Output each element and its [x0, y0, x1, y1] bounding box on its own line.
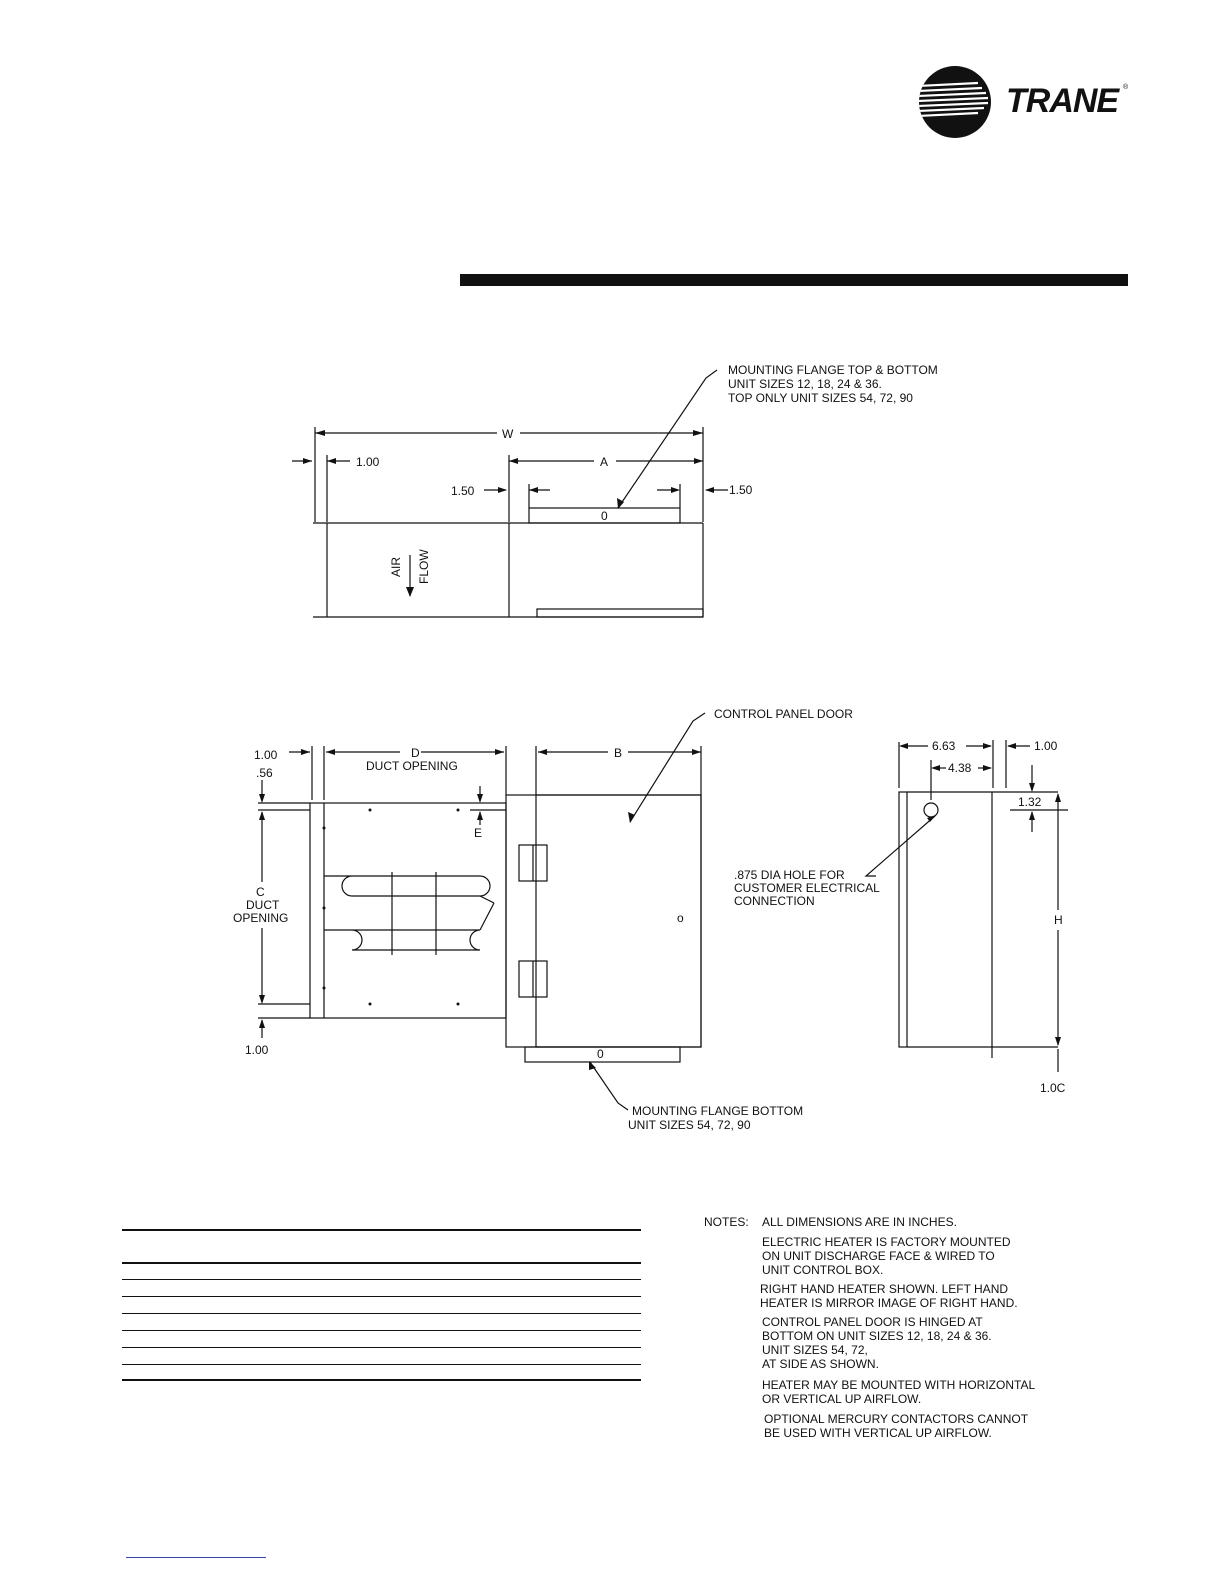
table-rule [122, 1279, 641, 1280]
control-panel-callout: CONTROL PANEL DOOR [714, 707, 853, 721]
opening-c: OPENING [233, 911, 289, 925]
registered-mark: ® [1123, 84, 1129, 91]
table-rule [122, 1379, 641, 1381]
table-rule [122, 1296, 641, 1297]
dim-a: A [600, 455, 609, 469]
dim-flange-left: 1.50 [451, 484, 475, 498]
dim-663: 6.63 [932, 739, 956, 753]
dim-c: C [256, 885, 265, 899]
door-latch-mark: o [677, 911, 684, 925]
hole-callout-line2: CUSTOMER ELECTRICAL [734, 881, 880, 895]
note-item: RIGHT HAND HEATER SHOWN. LEFT HAND HEATER IS MIRROR IMAGE OF RIGHT HAND. [760, 1282, 1018, 1310]
front-view [258, 713, 705, 1110]
bottom-flange-callout-line1: MOUNTING FLANGE BOTTOM [632, 1104, 804, 1118]
note-item: HEATER MAY BE MOUNTED WITH HORIZONTAL OR VERTICAL UP AIRFLOW. [762, 1378, 1036, 1406]
dim-flange-right: 1.50 [729, 483, 753, 497]
note-item: ALL DIMENSIONS ARE IN INCHES. [762, 1215, 957, 1229]
dim-left-offset: 1.00 [356, 455, 380, 469]
front-view-labels [233, 707, 853, 1132]
bottom-flange-callout-line2: UNIT SIZES 54, 72, 90 [628, 1118, 751, 1132]
dim-438: 4.38 [948, 761, 972, 775]
flange-callout-line3: TOP ONLY UNIT SIZES 54, 72, 90 [728, 391, 913, 405]
dim-front-left-top: 1.00 [254, 748, 278, 762]
hole-callout-line1: .875 DIA HOLE FOR [734, 868, 845, 882]
dim-side-bottom: 1.0C [1040, 1081, 1066, 1095]
flange-callout-line2: UNIT SIZES 12, 18, 24 & 36. [728, 377, 882, 391]
side-view [866, 740, 1068, 1072]
bottom-flange-mark: 0 [597, 1047, 604, 1061]
note-item: ELECTRIC HEATER IS FACTORY MOUNTED ON UNIT DISCHARGE FACE & WIRED TO UNIT CONTROL BOX. [762, 1235, 1011, 1277]
dim-132: 1.32 [1018, 795, 1042, 809]
table-rule [122, 1262, 641, 1264]
dim-front-left-bottom: 1.00 [245, 1043, 269, 1057]
table-rule [122, 1347, 641, 1348]
table-rule [122, 1313, 641, 1314]
duct-opening-d: DUCT OPENING [366, 759, 458, 773]
brand-name: TRANE [1006, 82, 1119, 120]
duct-c: DUCT [246, 898, 280, 912]
top-view-labels [356, 363, 938, 584]
flange-callout-line1: MOUNTING FLANGE TOP & BOTTOM [728, 363, 938, 377]
dim-056: .56 [256, 766, 273, 780]
hole-callout-line3: CONNECTION [734, 894, 815, 908]
dimension-table [122, 1229, 641, 1381]
table-rule [122, 1364, 641, 1365]
dim-d: D [411, 746, 420, 760]
top-flange-mark: 0 [601, 509, 608, 523]
dim-w: W [502, 427, 514, 441]
dim-b: B [614, 746, 623, 760]
footer-link-underline[interactable] [126, 1557, 266, 1558]
note-item: OPTIONAL MERCURY CONTACTORS CANNOT BE USED WITH VERTICAL UP AIRFLOW. [764, 1412, 1029, 1440]
dim-side-right: 1.00 [1034, 739, 1058, 753]
airflow-label-flow: FLOW [417, 549, 431, 584]
notes-label: NOTES: [704, 1215, 749, 1229]
dim-h: H [1054, 913, 1063, 927]
airflow-label-air: AIR [389, 556, 403, 577]
table-rule [122, 1330, 641, 1331]
rivets [323, 809, 460, 1006]
table-rule [122, 1229, 641, 1231]
dim-e: E [474, 826, 483, 840]
note-item: CONTROL PANEL DOOR IS HINGED AT BOTTOM ON UNIT SIZES 12, 18, 24 & 36. UNIT SIZES 54, 72, AT SIDE AS SHOWN. [762, 1315, 992, 1371]
top-view [292, 370, 728, 617]
